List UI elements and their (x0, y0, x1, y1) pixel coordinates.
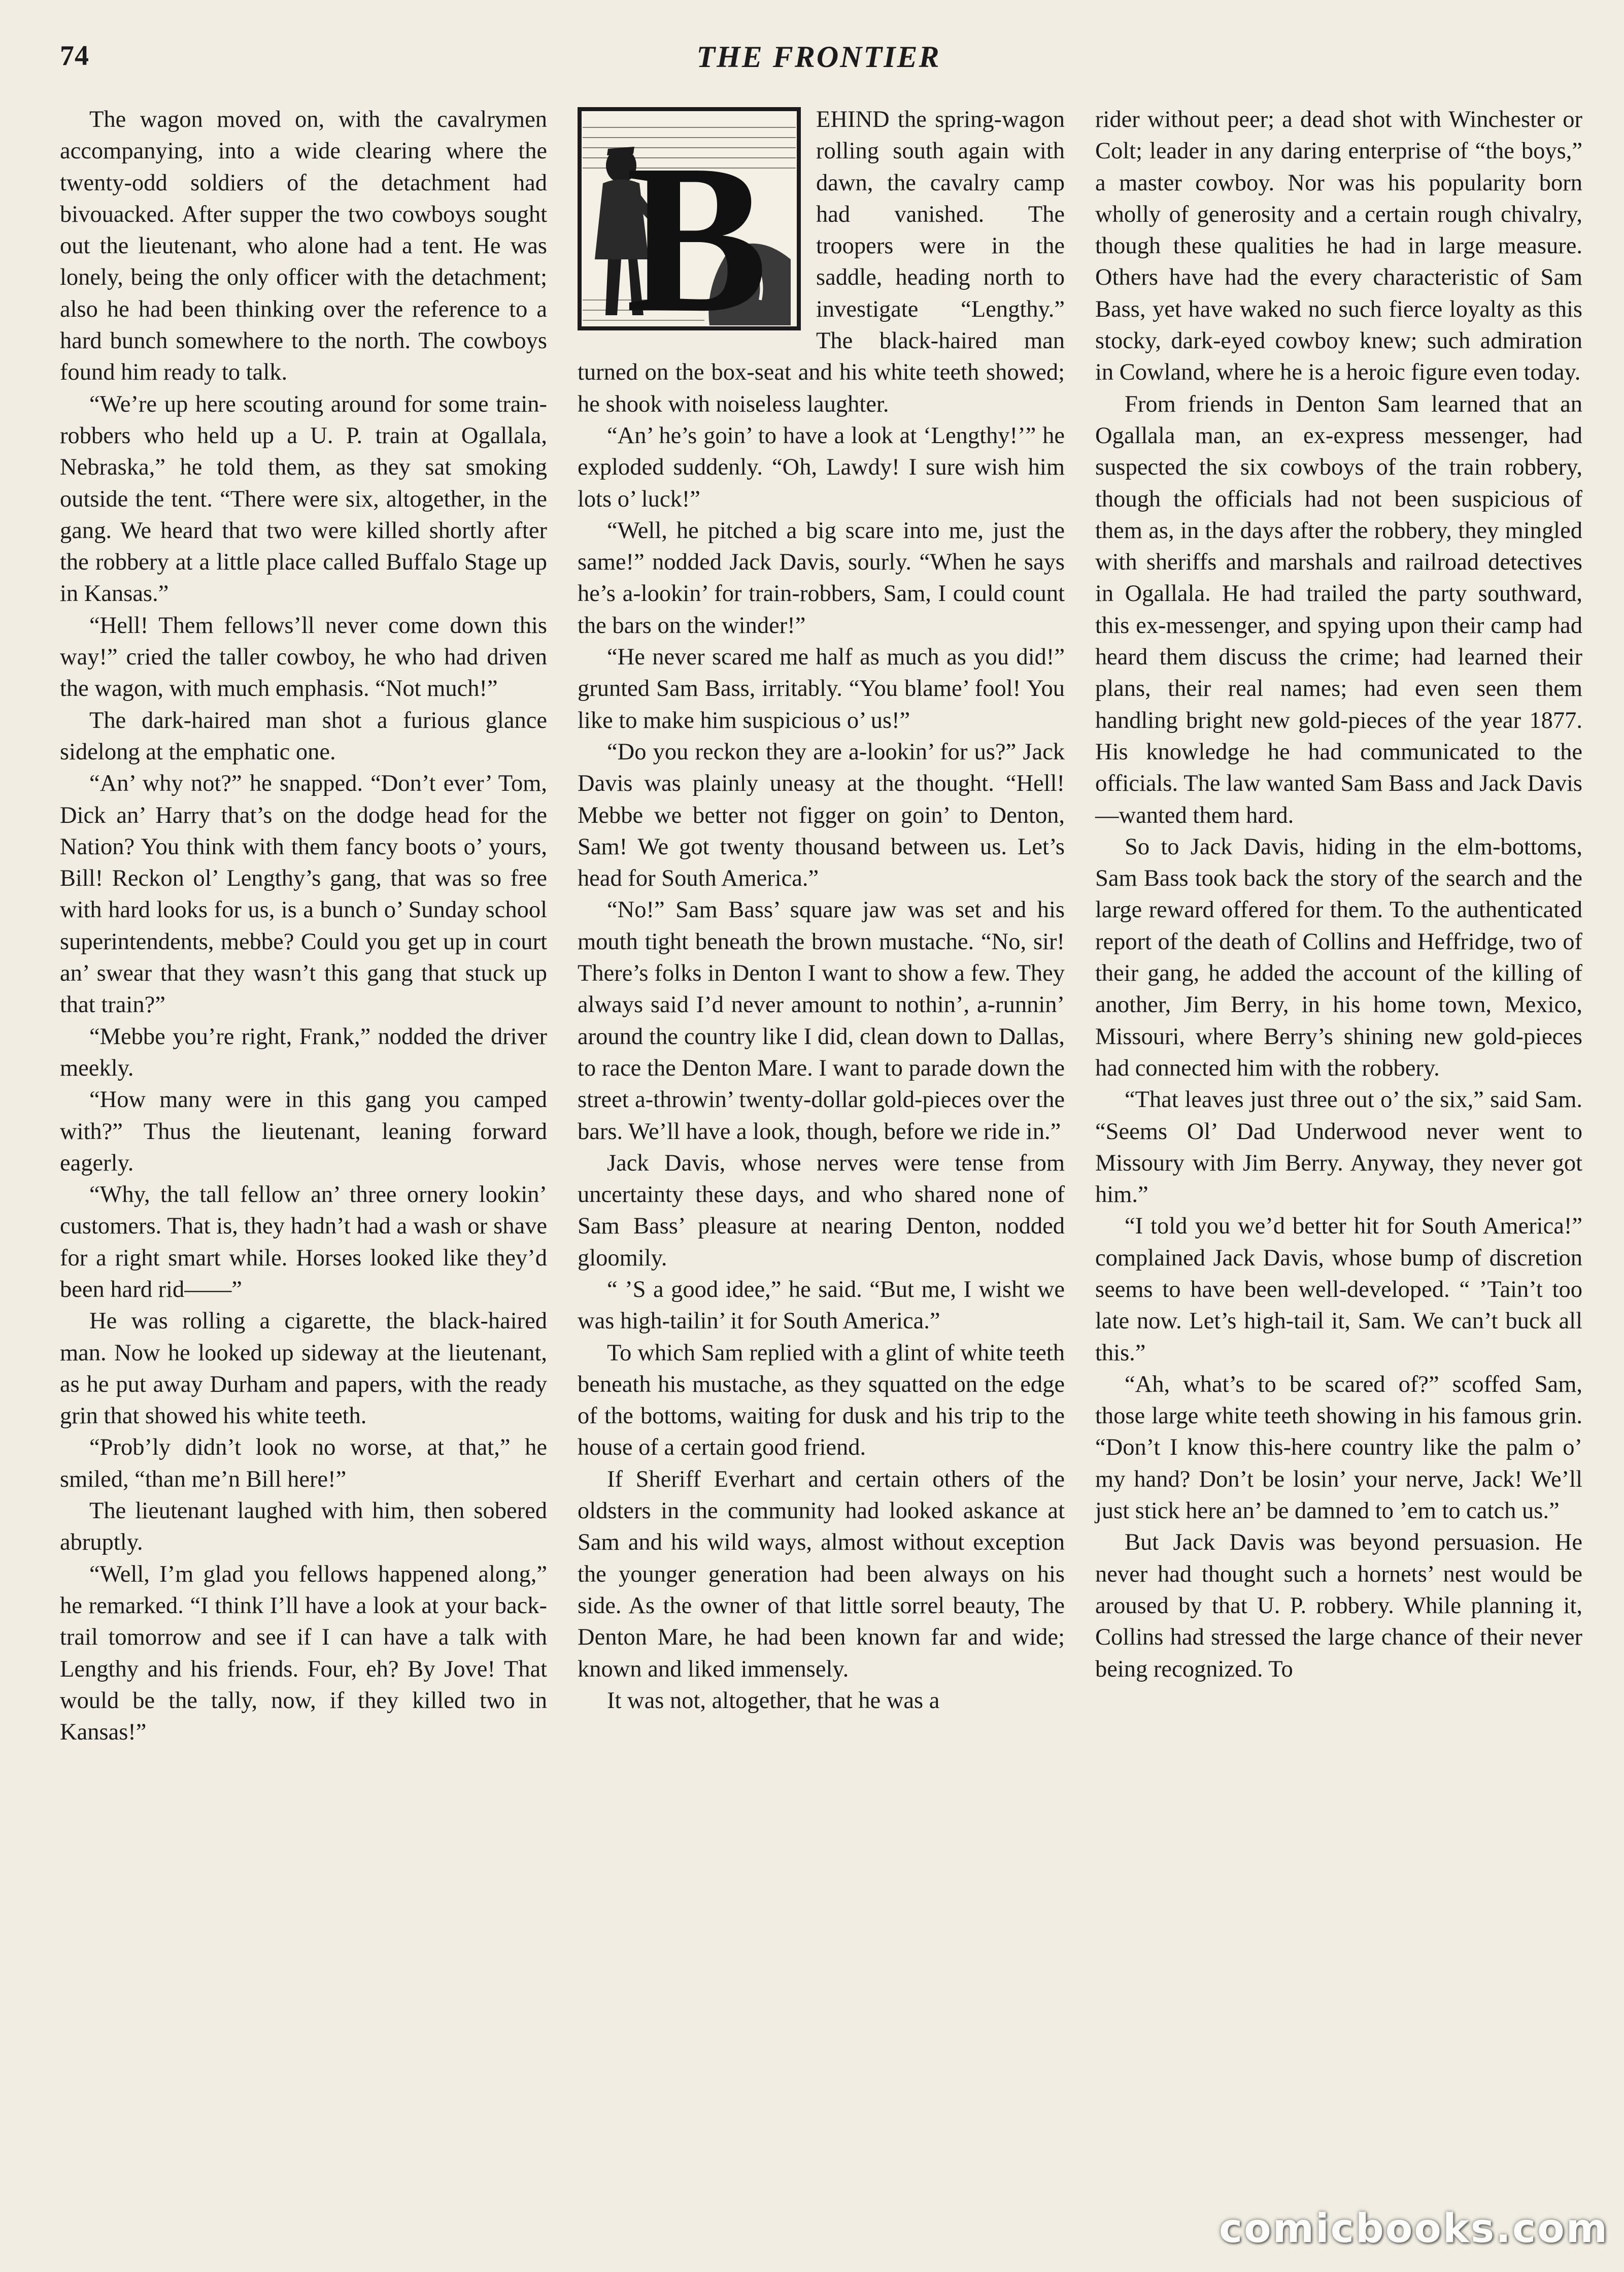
paragraph: So to Jack Davis, hiding in the elm-bottoms, Sam Bass took back the story of the search and the large reward offered for them. To the authenticated report of the death of Collins and Heffridge, two of their gang, he added the account of the killing of another, Jim Berry, in his home town, Mexico, Missouri, where Berry’s shining new gold-pieces had connected him with the robbery. (1095, 833, 1582, 1081)
paragraph: The lieutenant laughed with him, then sobered abruptly. (60, 1498, 547, 1556)
paragraph: rider without peer; a dead shot with Winchester or Colt; leader in any daring enterprise of “the boys,” a master cowboy. Nor was his popularity born wholly of generosity and a certain rough chivalry, though these qualities he had in large measure. Others have had the every characteristic of Sam Bass, yet have waked no such fierce loyalty as this stocky, dark-eyed cowboy knew; such admiration in Cowland, where he is a heroic figure even today. (1095, 107, 1582, 386)
text-column-1 (60, 104, 547, 1748)
paragraph: “How many were in this gang you camped with?” Thus the lieutenant, leaning forward eagerly. (60, 1087, 547, 1176)
paragraph: “Mebbe you’re right, Frank,” nodded the driver meekly. (60, 1023, 547, 1081)
cavalryman-illustration-icon (578, 107, 801, 330)
paragraph: “I told you we’d better hit for South America!” complained Jack Davis, whose bump of discretion seems to have been well-developed. “ ’Tain’t too late now. Let’s high-tail it, Sam. We can’t buck all this.” (1095, 1213, 1582, 1366)
paragraph: If Sheriff Everhart and certain others of the oldsters in the community had looked askance at Sam and his wild ways, almost without exception the younger generation had been always on his side. As the owner of that little sorrel beauty, The Denton Mare, he had been known far and wide; known and liked immensely. (578, 1466, 1065, 1682)
paragraph: “Ah, what’s to be scared of?” scoffed Sam, those large white teeth showing in his famous grin. “Don’t I know this-here country like the palm o’ my hand? Don’t be losin’ your nerve, Jack! We’ll just stick here an’ be damned to ’em to catch us.” (1095, 1371, 1582, 1524)
drop-cap-illustration (578, 107, 801, 330)
paragraph: It was not, altogether, that he was a (607, 1687, 940, 1714)
paragraph: “Well, I’m glad you fellows happened along,” he remarked. “I think I’ll have a look at your back-trail tomorrow and see if I can have a talk with Lengthy and his friends. Four, eh? By Jove! That would be the tally, now, if they killed two in Kansas!” (60, 1561, 547, 1746)
drop-cap-letter: B (625, 120, 768, 330)
paragraph: The wagon moved on, with the cavalrymen accompanying, into a wide clearing where the twenty-odd soldiers of the detachment had bivouacked. After supper the two cowboys sought out the lieutenant, who alone had a tent. He was lonely, being the only officer with the detachment; also he had been thinking over the reference to a hard bunch somewhere to the north. The cowboys found him ready to talk. (60, 107, 547, 386)
watermark: comicbooks.com (1219, 2206, 1609, 2252)
paragraph: “Why, the tall fellow an’ three ornery lookin’ customers. That is, they hadn’t had a wash or shave for a right smart while. Horses looked like they’d been hard rid——” (60, 1182, 547, 1302)
paragraph: To which Sam replied with a glint of white teeth beneath his mustache, as they squatted on the edge of the bottoms, waiting for dusk and his trip to the house of a certain good friend. (578, 1340, 1065, 1461)
paragraph: “He never scared me half as much as you did!” grunted Sam Bass, irritably. “You blame’ fool! You like to make him suspicious o’ us!” (578, 644, 1065, 733)
paragraph: “That leaves just three out o’ the six,” said Sam. “Seems Ol’ Dad Underwood never went to Missoury with Jim Berry. Anyway, they never got him.” (1095, 1087, 1582, 1208)
paragraph: From friends in Denton Sam learned that an Ogallala man, an ex-express messenger, had suspected the six cowboys of the train robbery, though the officials had not been suspicious of them as, in the days after the robbery, they mingled with sheriffs and marshals and railroad detectives in Ogallala. He had trailed the party southward, this ex-messenger, and spying upon their camp had heard them discuss the crime; had learned their plans, their real names; had even seen them handling bright new gold-pieces of the year 1877. His knowledge he had communicated to the officials. The law wanted Sam Bass and Jack Davis—wanted them hard. (1095, 391, 1582, 828)
paragraph: “We’re up here scouting around for some train-robbers who held up a U. P. train at Ogallala, Nebraska,” he told them, as they sat smoking outside the tent. “There were six, altogether, in the gang. We heard that two were killed shortly after the robbery at a little place called Buffalo Stage up in Kansas.” (60, 391, 547, 607)
paragraph: “Prob’ly didn’t look no worse, at that,” he smiled, “than me’n Bill here!” (60, 1434, 547, 1492)
paragraph: “Hell! Them fellows’ll never come down this way!” cried the taller cowboy, he who had driven the wagon, with much emphasis. “Not much!” (60, 612, 547, 702)
paragraph: “Do you reckon they are a-lookin’ for us?” Jack Davis was plainly uneasy at the thought. “Hell! Mebbe we better not figger on goin’ to Denton, Sam! We got twenty thousand between us. Let’s head for South America.” (578, 739, 1065, 892)
text-column-3 (1095, 104, 1582, 1685)
paragraph: Jack Davis, whose nerves were tense from uncertainty these days, and who shared none of Sam Bass’ pleasure at nearing Denton, nodded gloomily. (578, 1150, 1065, 1271)
paragraph: “ ’S a good idee,” he said. “But me, I wisht we was high-tailin’ it for South America.” (578, 1276, 1065, 1334)
text-column-2 (578, 104, 1065, 1717)
paragraph: “An’ why not?” he snapped. “Don’t ever’ Tom, Dick an’ Harry that’s on the dodge head for the Nation? You think with them fancy boots o’ yours, Bill! Reckon ol’ Lengthy’s gang, that was so free with hard looks for us, is a bunch o’ Sunday school superintendents, mebbe? Could you get up in court an’ swear that they wasn’t this gang that stuck up that train?” (60, 771, 547, 1018)
paragraph: “Well, he pitched a big scare into me, just the same!” nodded Jack Davis, sourly. “When he says he’s a-lookin’ for train-robbers, Sam, I could count the bars on the winder!” (578, 517, 1065, 639)
paragraph: But Jack Davis was beyond persuasion. He never had thought such a hornets’ nest would be aroused by that U. P. robbery. While planning it, Collins had stressed the large chance of their never being recognized. To (1095, 1529, 1582, 1682)
page-number: 74 (60, 40, 89, 72)
paragraph: EHIND the spring-wagon rolling south again with dawn, the cavalry camp had vanished. The troopers were in the saddle, heading north to investigate “Lengthy.” The black-haired man turned on the box-seat and his white teeth showed; he shook with noiseless laughter. (578, 107, 1065, 417)
paragraph: He was rolling a cigarette, the black-haired man. Now he looked up sideway at the lieutenant, as he put away Durham and papers, with the ready grin that showed his white teeth. (60, 1308, 547, 1429)
paragraph: The dark-haired man shot a furious glance sidelong at the emphatic one. (60, 707, 547, 765)
magazine-title: THE FRONTIER (696, 40, 941, 74)
page-header (60, 40, 1577, 80)
paragraph: “No!” Sam Bass’ square jaw was set and his mouth tight beneath the brown mustache. “No, sir! There’s folks in Denton I want to show a few. They always said I’d never amount to nothin’, a-runnin’ around the country like I did, clean down to Dallas, to race the Denton Mare. I want to parade down the street a-throwin’ twenty-dollar gold-pieces over the bars. We’ll have a look, though, before we ride in.” (578, 897, 1065, 1145)
paragraph: “An’ he’s goin’ to have a look at ‘Lengthy!’” he exploded suddenly. “Oh, Lawdy! I sure wish him lots o’ luck!” (578, 422, 1065, 512)
